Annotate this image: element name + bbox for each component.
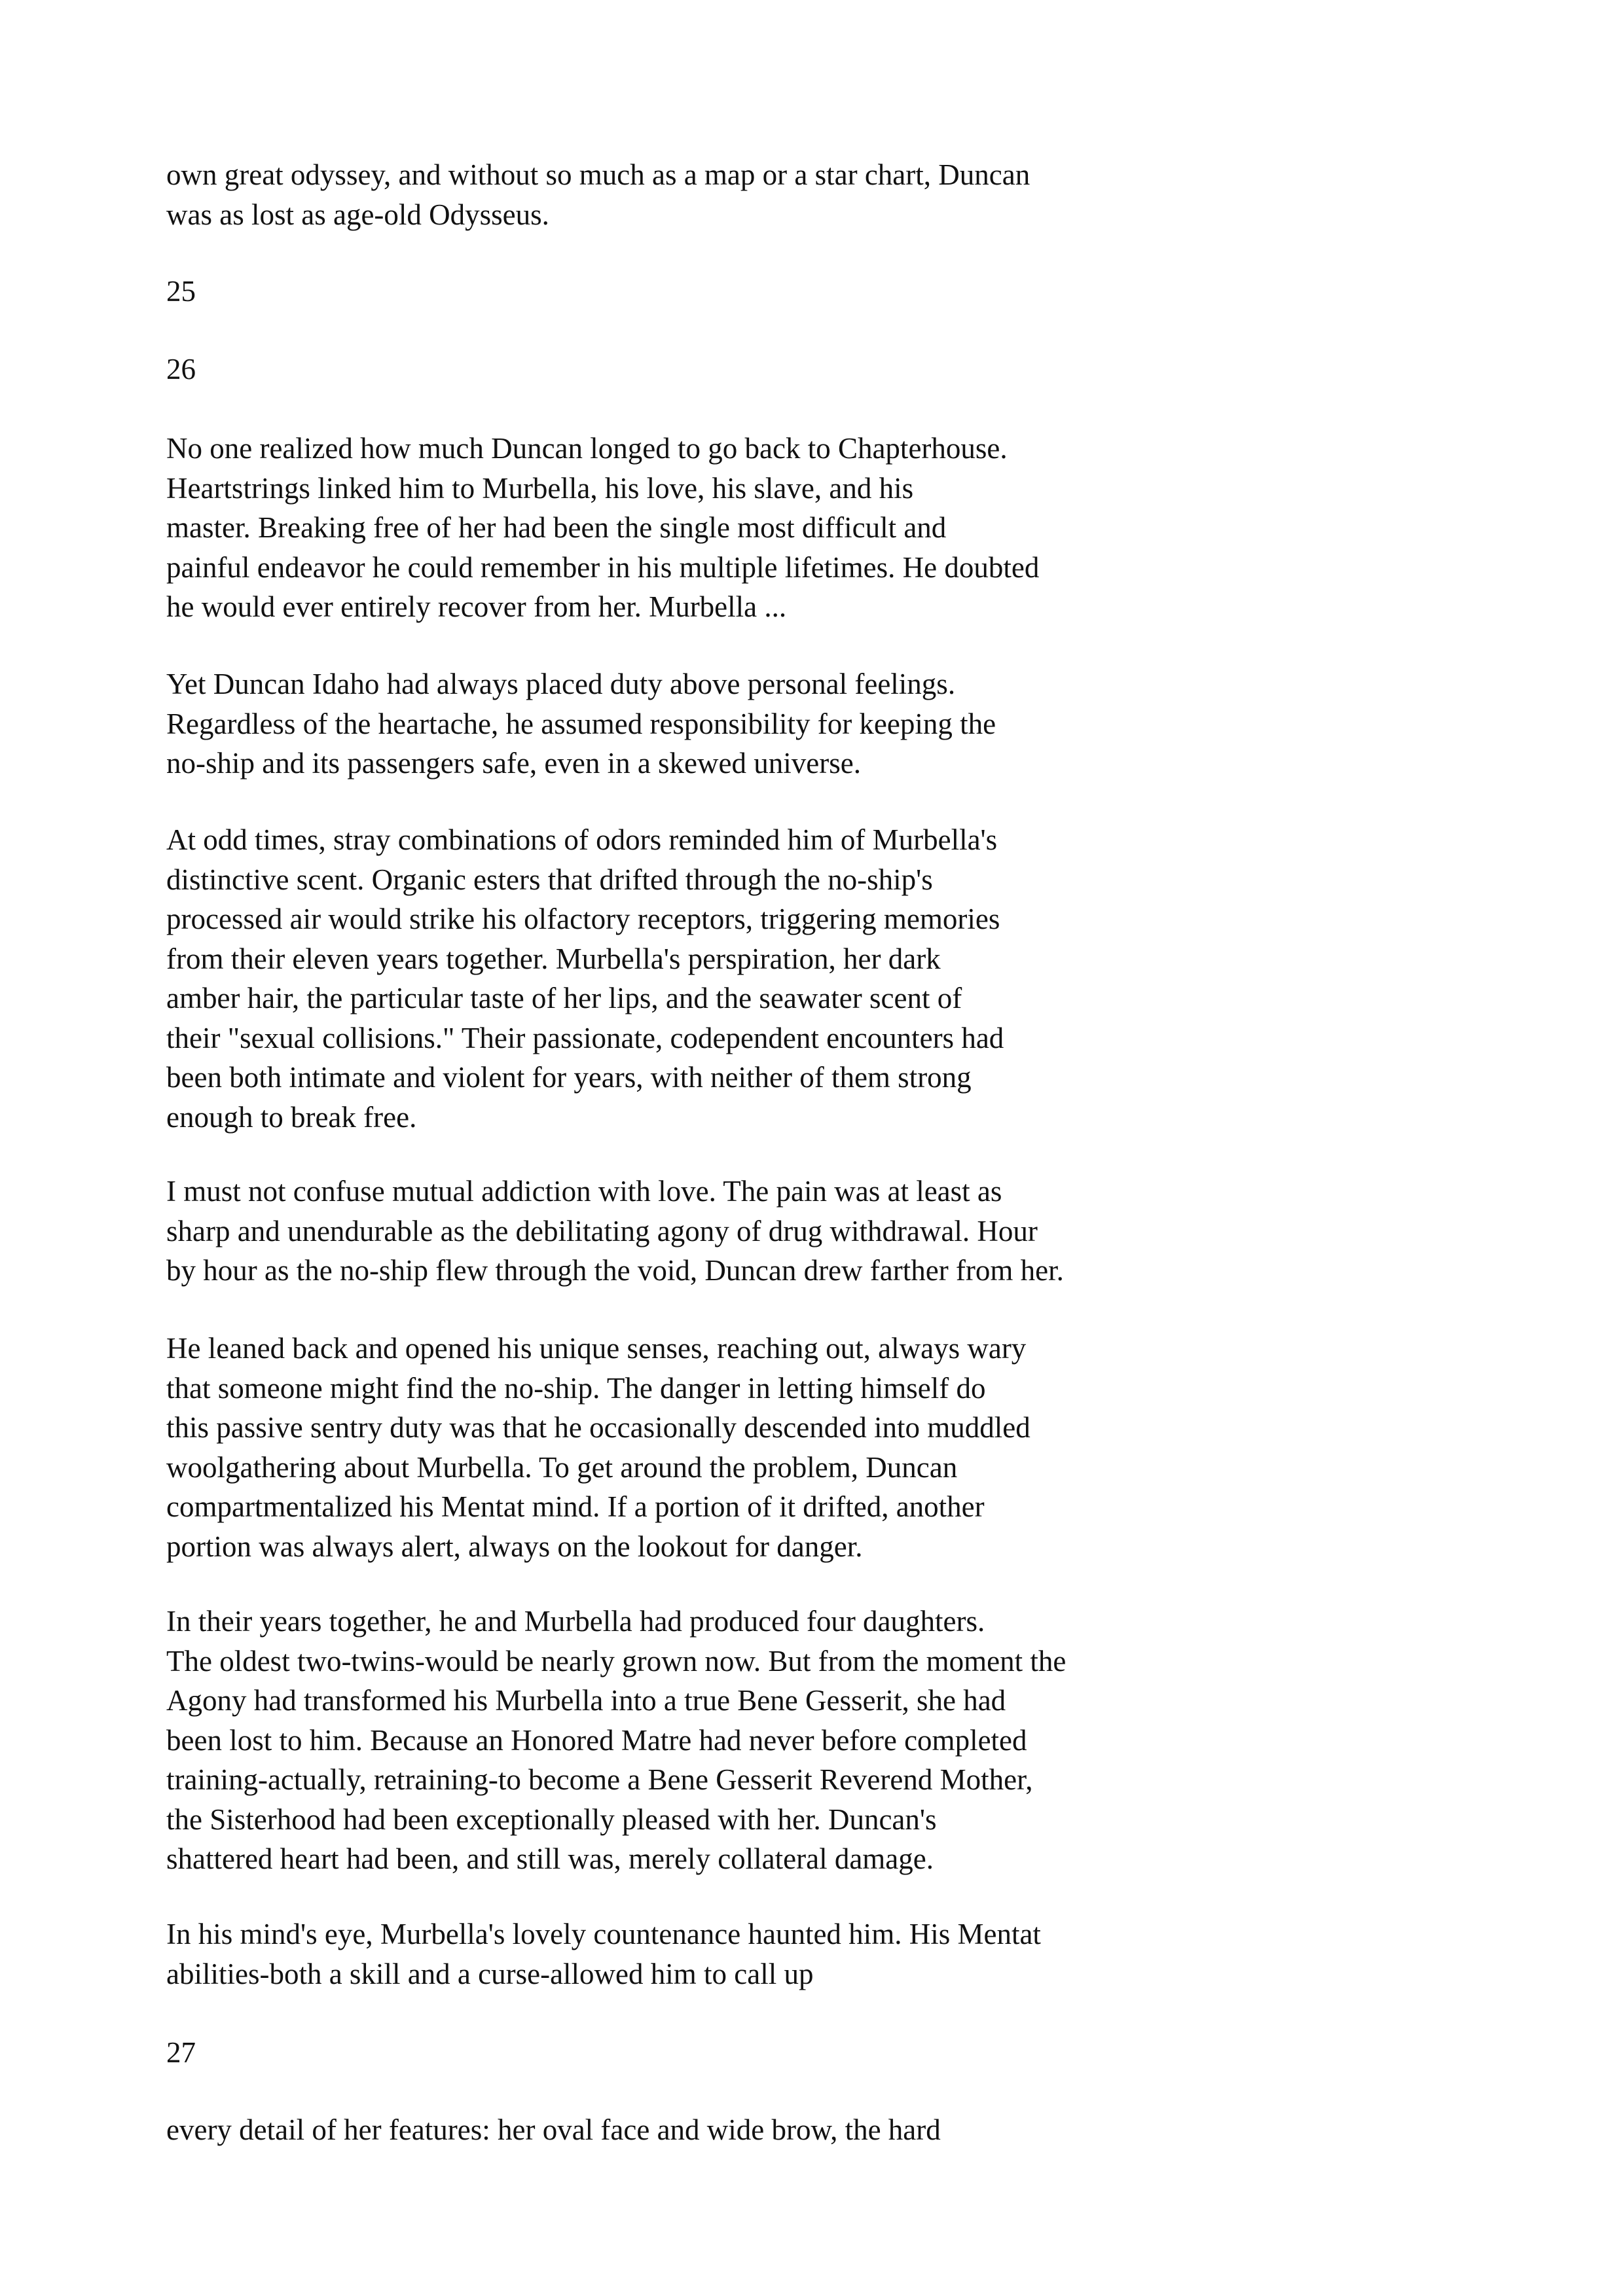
page-number-27: 27 [166, 2036, 196, 2069]
text-line: In their years together, he and Murbella had produced four daughters. [166, 1605, 985, 1638]
text-line: own great odyssey, and without so much as a map or a star chart, Duncan [166, 158, 1030, 191]
text-line: processed air would strike his olfactory receptors, triggering memories [166, 903, 1000, 935]
text-line: The oldest two-twins-would be nearly grown now. But from the moment the [166, 1644, 1067, 1677]
paragraph-3 [166, 664, 1135, 783]
text-line: Heartstrings linked him to Murbella, his love, his slave, and his [166, 471, 914, 505]
page-number-26: 26 [166, 353, 196, 386]
text-line: abilities-both a skill and a curse-allowed him to call up [166, 1957, 814, 1990]
paragraph-7 [166, 1602, 1135, 1879]
text-line: their "sexual collisions." Their passionate, codependent encounters had [166, 1021, 1004, 1054]
text-line: sharp and unendurable as the debilitating agony of drug withdrawal. Hour [166, 1214, 1038, 1247]
paragraph-4 [166, 820, 1135, 1137]
text-line: he would ever entirely recover from her. Murbella ... [166, 590, 787, 623]
text-line: At odd times, stray combinations of odors reminded him of Murbella's [166, 823, 998, 856]
page-number-25: 25 [166, 275, 196, 308]
text-line: the Sisterhood had been exceptionally pleased with her. Duncan's [166, 1803, 937, 1836]
paragraph-8 [166, 1914, 1135, 1994]
text-line: portion was always alert, always on the lookout for danger. [166, 1530, 863, 1563]
text-line: compartmentalized his Mentat mind. If a portion of it drifted, another [166, 1490, 985, 1523]
text-line: I must not confuse mutual addiction with love. The pain was at least as [166, 1175, 1002, 1208]
text-line: master. Breaking free of her had been the single most difficult and [166, 511, 947, 544]
text-line: shattered heart had been, and still was, merely collateral damage. [166, 1842, 934, 1875]
text-line: been lost to him. Because an Honored Matre had never before completed [166, 1723, 1027, 1757]
text-line: was as lost as age-old Odysseus. [166, 198, 549, 231]
text-line: that someone might find the no-ship. The danger in letting himself do [166, 1371, 986, 1405]
text-line: No one realized how much Duncan longed to go back to Chapterhouse. [166, 432, 1008, 465]
text-line: been both intimate and violent for years, with neither of them strong [166, 1061, 972, 1094]
text-line: by hour as the no-ship flew through the void, Duncan drew farther from her. [166, 1254, 1064, 1287]
paragraph-5 [166, 1172, 1135, 1291]
text-line: from their eleven years together. Murbella's perspiration, her dark [166, 942, 941, 975]
paragraph-6 [166, 1329, 1135, 1566]
text-line: enough to break free. [166, 1100, 417, 1134]
paragraph-1 [166, 155, 1135, 234]
text-line: Agony had transformed his Murbella into a true Bene Gesserit, she had [166, 1684, 1006, 1717]
paragraph-9 [166, 2110, 1135, 2150]
text-line: painful endeavor he could remember in his multiple lifetimes. He doubted [166, 550, 1040, 584]
text-line: He leaned back and opened his unique senses, reaching out, always wary [166, 1332, 1027, 1365]
text-line: distinctive scent. Organic esters that drifted through the no-ship's [166, 863, 933, 896]
text-line: In his mind's eye, Murbella's lovely countenance haunted him. His Mentat [166, 1918, 1041, 1950]
text-line: woolgathering about Murbella. To get around the problem, Duncan [166, 1450, 958, 1484]
text-line: training-actually, retraining-to become a Bene Gesserit Reverend Mother, [166, 1763, 1033, 1796]
text-line: no-ship and its passengers safe, even in a skewed universe. [166, 747, 861, 780]
text-line: Regardless of the heartache, he assumed responsibility for keeping the [166, 707, 996, 740]
text-line: amber hair, the particular taste of her lips, and the seawater scent of [166, 982, 962, 1014]
paragraph-2 [166, 429, 1135, 627]
text-line: every detail of her features: her oval face and wide brow, the hard [166, 2113, 941, 2146]
text-line: this passive sentry duty was that he occasionally descended into muddled [166, 1411, 1030, 1444]
text-line: Yet Duncan Idaho had always placed duty above personal feelings. [166, 668, 956, 700]
